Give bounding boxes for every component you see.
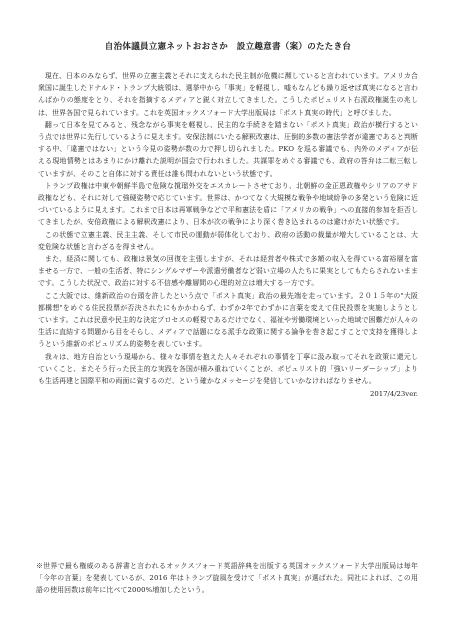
footnote: ※世界で最も権威のある辞書と言われるオックスフォード英語辞典を出版する英国オックスフォード大学出版局は毎年「今年の言葉」を発表しているが、2016 年はトランプ旋風を受けて「ポスト真実」が選ばれた。同社によれば、この用語の使用回数は前年に比べて2000%増加したという。 [36, 562, 418, 595]
paragraph-message: 我々は、地方自治という現場から、様々な事情を抱えた人々それぞれの事情を丁寧に汲み取ってそれを政策に還元していくこと、またそう行った民主的な実践を各国が積み重ねていくことが、ポピュリスト的「強いリーダーシップ」よりも生活再建と国際平和の両面に資するのだ、という確かなメッセージを発信していかなければなりません。 [38, 352, 418, 386]
paragraph-japan-post-truth: 翻って日本を見てみると、残念ながら事実を軽視し、民主的な手続きを踏まない「ポスト真実」政治が横行するという点では世界に先行しているように見えます。安保法制にいたる解釈改憲は、圧倒的多数の憲法学者が違憲であると判断する中、「違憲ではない」という今見の姿勢が数の力で押し切られました。PKO を巡る審議でも、内外のメディアが伝える現地情勢とはあまりにかけ離れた説明が国会で行われました。共謀罪をめぐる審議でも、政府の答弁は二転三転していますが、そのこと自体に対する責任は誰も問われないという状態です。 [38, 120, 418, 178]
paragraph-intro: 現在、日本のみならず、世界の立憲主義とそれに支えられた民主制が危機に瀕していると言われています。アメリカ合衆国に誕生したドナルド・トランプ大統領は、選挙中から「事実」を軽視し、嘘もなんども繰り返せば真実になると言わんばかりの態度をとり、それを指摘するメディアと鋭く対立してきました。こうしたポピュリスト右派政権誕生の兆しは、世界各国で見られています。これを英国オックスフォード大学出版局は「ポスト真実の時代」と呼びました。 [38, 72, 418, 117]
paragraph-diplomacy: トランプ政権は中東や朝鮮半島で危険な撹瑠外交をエスカレートさせており、北朝鮮の金正恩政権やシリアのアサド政権なども、それに対して強硬姿勢で応じています。世界は、かつてなく大規模な戦争や地域紛争の多発という危険に近づいているように見えます。これまで日本は再軍戦争などで平和憲法を盾に「アメリカの戦争」への直接的参加を拒否してきましたが、安倍政権による解釈改憲により、日本が次の戦争により深く巻き込まれるのは避けがたい状態です。 [38, 181, 418, 227]
paragraph-osaka: ここ大阪では、維新政治の台頭を許したという点で「ポスト真実」政治の最先端を走っています。２０１５年の"大阪都構想"をめぐる住民投票が否決されたにもかかわらず、わずか2年でわずかに言葉を変えて住民投票を実施しようとしています。これは民意や民主的な決定プロセスの軽視であるだけでなく、福祉や労働環境といった地域で困難だが人々の生活に直結する問題から目をそらし、メディアで話題になる派手な政策に関する論争を巻き起こすことで支持を獲得しようという維新のポピュリズム的姿勢を表しています。 [38, 291, 418, 349]
document-title: 自治体議員立憲ネットおおさか 設立趣意書（案）のたたき台 [104, 42, 352, 52]
paragraph-danger: この状態で立憲主義、民主主義、そして市民の運動が弱体化しており、政府の活動の裁量が増大していることは、大変危険な状態と言わざるを得ません。 [38, 230, 418, 251]
version-date: 2017/4/23ver. [369, 390, 418, 399]
paragraph-economy: また、経済に関しても、政権は景気の回復を主張しますが、それは経営者や株式で多額の収入を得ている富裕層を富ませる一方で、一般の生活者、特にシングルマザーや派遣労働者など弱い立場の人たちに果実としてもたらされないままです。こうした状況で、政治に対する不信感や離層間の心理的対立は増大する一方です。 [38, 255, 418, 288]
